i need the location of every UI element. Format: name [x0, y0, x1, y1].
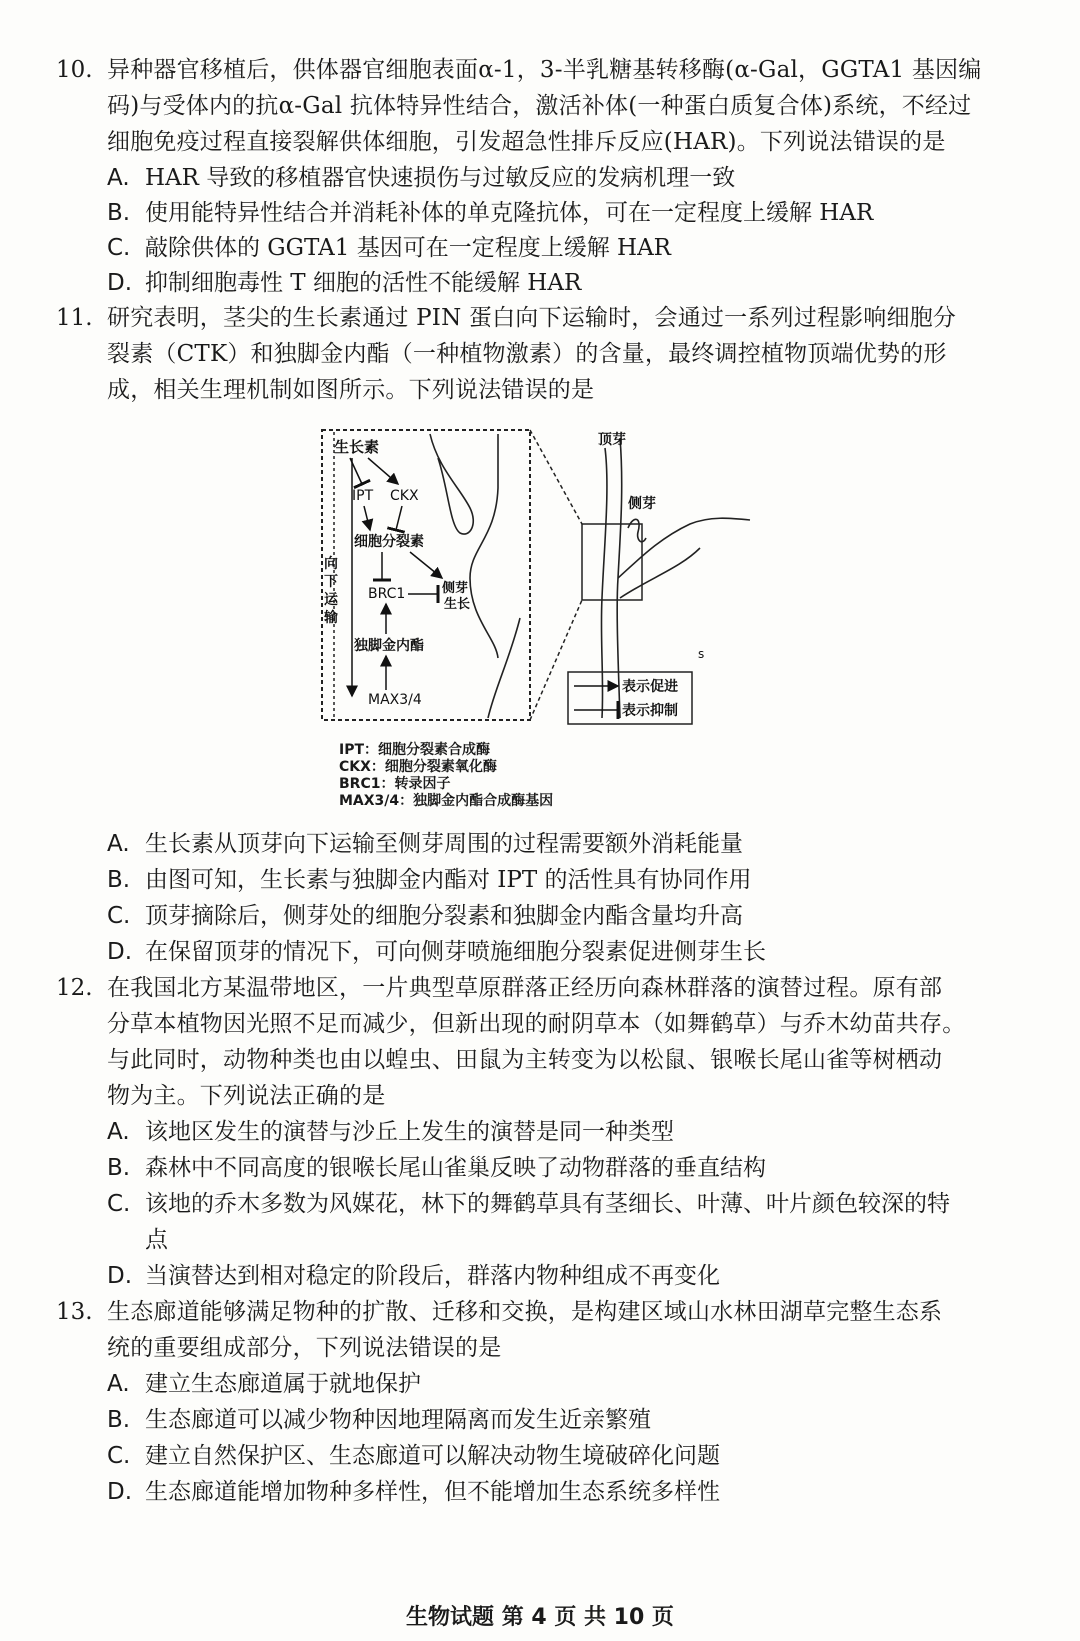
question-number: 10.: [56, 57, 93, 83]
arrow-ipt-cytokinin: [364, 506, 370, 530]
plant-stem: [601, 448, 607, 718]
option-b: B. 生态廊道可以减少物种因地理隔离而发生近亲繁殖: [107, 1407, 651, 1433]
label-downward-2: 下: [324, 574, 338, 590]
option-d: D. 抑制细胞毒性 T 细胞的活性不能缓解 HAR: [107, 270, 582, 296]
option-c: C. 敲除供体的 GGTA1 基因可在一定程度上缓解 HAR: [107, 235, 671, 261]
zoom-line: [530, 430, 582, 524]
question-stem-line: 物为主。下列说法正确的是: [107, 1083, 386, 1109]
label-apical-bud: 顶芽: [598, 432, 626, 448]
figure-caption-line: MAX3/4：独脚金内酯合成酶基因: [339, 793, 554, 809]
label-growth-1: 侧芽: [442, 581, 469, 596]
question-stem-line: 在我国北方某温带地区，一片典型草原群落正经历向森林群落的演替过程。原有部: [107, 975, 943, 1001]
zoom-line: [530, 600, 582, 720]
option-a: A. 生长素从顶芽向下运输至侧芽周围的过程需要额外消耗能量: [107, 831, 743, 857]
label-lateral-bud: 侧芽: [628, 496, 656, 512]
option-a: A. HAR 导致的移植器官快速损伤与过敏反应的发病机理一致: [107, 165, 736, 191]
question-stem-line: 统的重要组成部分，下列说法错误的是: [107, 1335, 502, 1361]
question-stem-line: 与此同时，动物种类也由以蝗虫、田鼠为主转变为以松鼠、银喉长尾山雀等树栖动: [107, 1047, 943, 1073]
arrow-auxin-ckx: [368, 458, 398, 484]
inhibit-ckx-cytokinin: [396, 506, 402, 530]
arrow-cytokinin-growth: [410, 552, 442, 578]
question-stem-line: 成，相关生理机制如图所示。下列说法错误的是: [107, 377, 595, 403]
plant-stem: [617, 438, 622, 718]
question-stem-line: 分草本植物因光照不足而减少，但新出现的耐阴草本（如舞鹤草）与乔木幼苗共存。: [107, 1011, 966, 1037]
option-d: D. 生态廊道能增加物种多样性，但不能增加生态系统多样性: [107, 1479, 720, 1505]
question-stem-line: 码)与受体内的抗α-Gal 抗体特异性结合，激活补体(一种蛋白质复合体)系统，不经过: [107, 93, 972, 119]
label-downward-3: 运: [324, 592, 338, 608]
figure-caption-line: BRC1：转录因子: [339, 776, 451, 792]
plant-branch: [620, 548, 700, 598]
option-b: B. 使用能特异性结合并消耗补体的单克隆抗体，可在一定程度上缓解 HAR: [107, 200, 874, 226]
question-number: 13.: [56, 1299, 93, 1325]
option-d: D. 在保留顶芽的情况下，可向侧芽喷施细胞分裂素促进侧芽生长: [107, 939, 766, 965]
label-max: MAX3/4: [368, 692, 422, 708]
option-c: C. 顶芽摘除后，侧芽处的细胞分裂素和独脚金内酯含量均升高: [107, 903, 743, 929]
question-stem-line: 生态廊道能够满足物种的扩散、迁移和交换，是构建区域山水林田湖草完整生态系: [107, 1299, 943, 1325]
question-stem-line: 异种器官移植后，供体器官细胞表面α-1，3-半乳糖基转移酶(α-Gal，GGTA1 基因编: [107, 57, 982, 83]
option-d: D. 当演替达到相对稳定的阶段后，群落内物种组成不再变化: [107, 1263, 720, 1289]
label-downward-4: 输: [324, 610, 338, 626]
question-stem-line: 裂素（CTK）和独脚金内酯（一种植物激素）的含量，最终调控植物顶端优势的形: [107, 341, 947, 367]
option-c-continuation: 点: [145, 1227, 168, 1253]
option-b: B. 由图可知，生长素与独脚金内酯对 IPT 的活性具有协同作用: [107, 867, 752, 893]
label-auxin: 生长素: [334, 438, 380, 456]
option-a: A. 该地区发生的演替与沙丘上发生的演替是同一种类型: [107, 1119, 674, 1145]
lateral-bud-drawing: [628, 519, 646, 541]
question-number: 11.: [56, 305, 93, 331]
question-number: 12.: [56, 975, 93, 1001]
question-stem-line: 细胞免疫过程直接裂解供体细胞，引发超急性排斥反应(HAR)。下列说法错误的是: [107, 129, 946, 155]
label-cytokinin: 细胞分裂素: [354, 534, 424, 550]
question-stem-line: 研究表明，茎尖的生长素通过 PIN 蛋白向下运输时，会通过一系列过程影响细胞分: [107, 305, 957, 331]
zoom-box: [582, 524, 642, 600]
label-ipt: IPT: [352, 488, 374, 504]
stray-mark: s: [698, 647, 705, 661]
label-downward-1: 向: [324, 556, 338, 572]
label-strigolactone: 独脚金内酯: [354, 638, 424, 654]
legend-promote: 表示促进: [622, 679, 678, 695]
legend-inhibit: 表示抑制: [622, 703, 678, 719]
option-c: C. 该地的乔木多数为风媒花，林下的舞鹤草具有茎细长、叶薄、叶片颜色较深的特: [107, 1191, 950, 1217]
diagram-svg: [320, 428, 760, 738]
option-a: A. 建立生态廊道属于就地保护: [107, 1371, 421, 1397]
page-footer: 生物试题 第 4 页 共 10 页: [406, 1605, 674, 1630]
option-b: B. 森林中不同高度的银喉长尾山雀巢反映了动物群落的垂直结构: [107, 1155, 766, 1181]
plant-branch: [618, 518, 750, 578]
stem-outline: [488, 618, 520, 718]
figure-caption-line: IPT：细胞分裂素合成酶: [339, 742, 491, 758]
option-c: C. 建立自然保护区、生态廊道可以解决动物生境破碎化问题: [107, 1443, 720, 1469]
label-brc1: BRC1: [368, 586, 406, 602]
figure-caption-line: CKX：细胞分裂素氧化酶: [339, 759, 497, 775]
stem-outline: [470, 434, 498, 658]
lateral-bud-outline: [430, 434, 473, 534]
label-ckx: CKX: [390, 488, 419, 504]
label-growth-2: 生长: [444, 597, 471, 612]
